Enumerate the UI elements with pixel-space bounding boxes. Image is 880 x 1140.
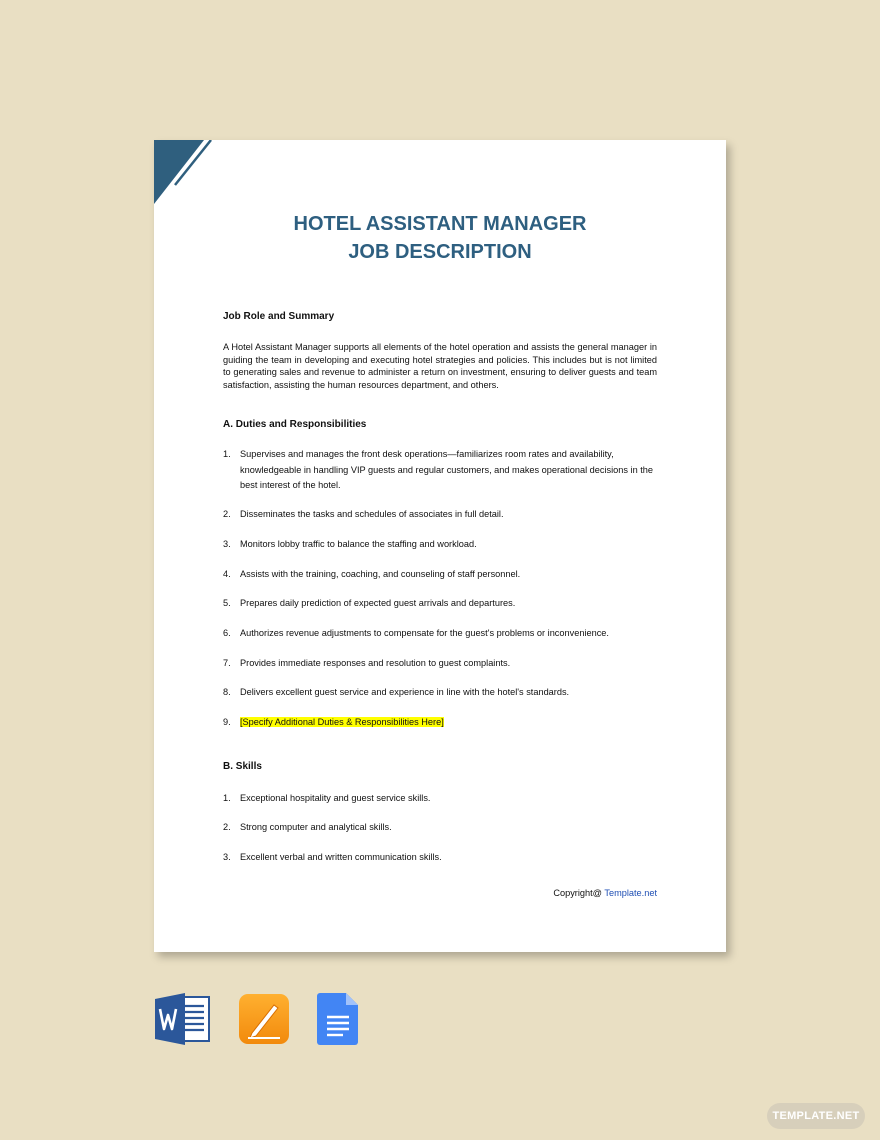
duty-number: 4. bbox=[223, 569, 231, 579]
duty-number: 8. bbox=[223, 687, 231, 697]
copyright-notice bbox=[553, 888, 657, 898]
duty-item bbox=[223, 715, 659, 731]
title-line-2: JOB DESCRIPTION bbox=[348, 241, 532, 263]
duty-number: 7. bbox=[223, 658, 231, 668]
skill-item bbox=[223, 850, 659, 866]
duty-item bbox=[223, 656, 659, 672]
skill-text: Strong computer and analytical skills. bbox=[240, 822, 392, 832]
duty-item bbox=[223, 685, 659, 701]
pages-icon[interactable] bbox=[238, 993, 290, 1045]
skill-text: Excellent verbal and written communication skills. bbox=[240, 852, 442, 862]
duty-number: 1. bbox=[223, 449, 231, 459]
duty-item bbox=[223, 596, 659, 612]
corner-decoration-icon bbox=[154, 140, 224, 210]
duty-number: 3. bbox=[223, 539, 231, 549]
duty-number: 5. bbox=[223, 598, 231, 608]
template-net-link[interactable]: Template.net bbox=[604, 888, 657, 898]
duty-text: Provides immediate responses and resolution to guest complaints. bbox=[240, 658, 511, 668]
word-icon[interactable] bbox=[155, 993, 211, 1045]
duty-text: Delivers excellent guest service and experience in line with the hotel's standards. bbox=[240, 687, 570, 697]
summary-heading: Job Role and Summary bbox=[223, 311, 335, 322]
copyright-prefix: Copyright@ bbox=[553, 888, 605, 898]
google-docs-icon[interactable] bbox=[317, 993, 359, 1045]
skill-text: Exceptional hospitality and guest service skills. bbox=[240, 793, 431, 803]
skill-number: 3. bbox=[223, 852, 231, 862]
duty-item bbox=[223, 626, 659, 642]
summary-paragraph: A Hotel Assistant Manager supports all elements of the hotel operation and assists the general manager in guiding the team in developing and executing hotel strategies and policies. This includes but is not limited to generating sales and revenue to administer a return on investment, ensuring to deliver guests and team satisfaction, assisting the human resources department, and others. bbox=[223, 342, 657, 390]
duty-number: 2. bbox=[223, 509, 231, 519]
duty-number: 9. bbox=[223, 717, 231, 727]
title-line-1: HOTEL ASSISTANT MANAGER bbox=[293, 213, 587, 235]
duty-item bbox=[223, 447, 659, 494]
duty-text: Supervises and manages the front desk operations—familiarizes room rates and availability, knowledgeable in handling VIP guests and regular customers, and makes operational decisions in the best interest of the hotel. bbox=[240, 449, 654, 490]
duty-item bbox=[223, 567, 659, 583]
skill-item bbox=[223, 820, 659, 836]
skills-heading: B. Skills bbox=[223, 761, 262, 772]
skill-number: 2. bbox=[223, 822, 231, 832]
duty-text: Monitors lobby traffic to balance the staffing and workload. bbox=[240, 539, 477, 549]
template-net-watermark: TEMPLATE.NET bbox=[767, 1103, 865, 1129]
duty-number: 6. bbox=[223, 628, 231, 638]
duty-text: Assists with the training, coaching, and counseling of staff personnel. bbox=[240, 569, 521, 579]
document-page bbox=[154, 140, 726, 952]
duty-item bbox=[223, 537, 659, 553]
skill-number: 1. bbox=[223, 793, 231, 803]
duty-text: Authorizes revenue adjustments to compensate for the guest's problems or inconvenience. bbox=[240, 628, 609, 638]
skill-item bbox=[223, 791, 659, 807]
document-title bbox=[154, 210, 726, 266]
duties-heading: A. Duties and Responsibilities bbox=[223, 419, 367, 430]
duty-item bbox=[223, 507, 659, 523]
placeholder-highlight: [Specify Additional Duties & Responsibilities Here] bbox=[240, 717, 444, 727]
duty-text: Prepares daily prediction of expected guest arrivals and departures. bbox=[240, 598, 516, 608]
duty-text: Disseminates the tasks and schedules of associates in full detail. bbox=[240, 509, 504, 519]
